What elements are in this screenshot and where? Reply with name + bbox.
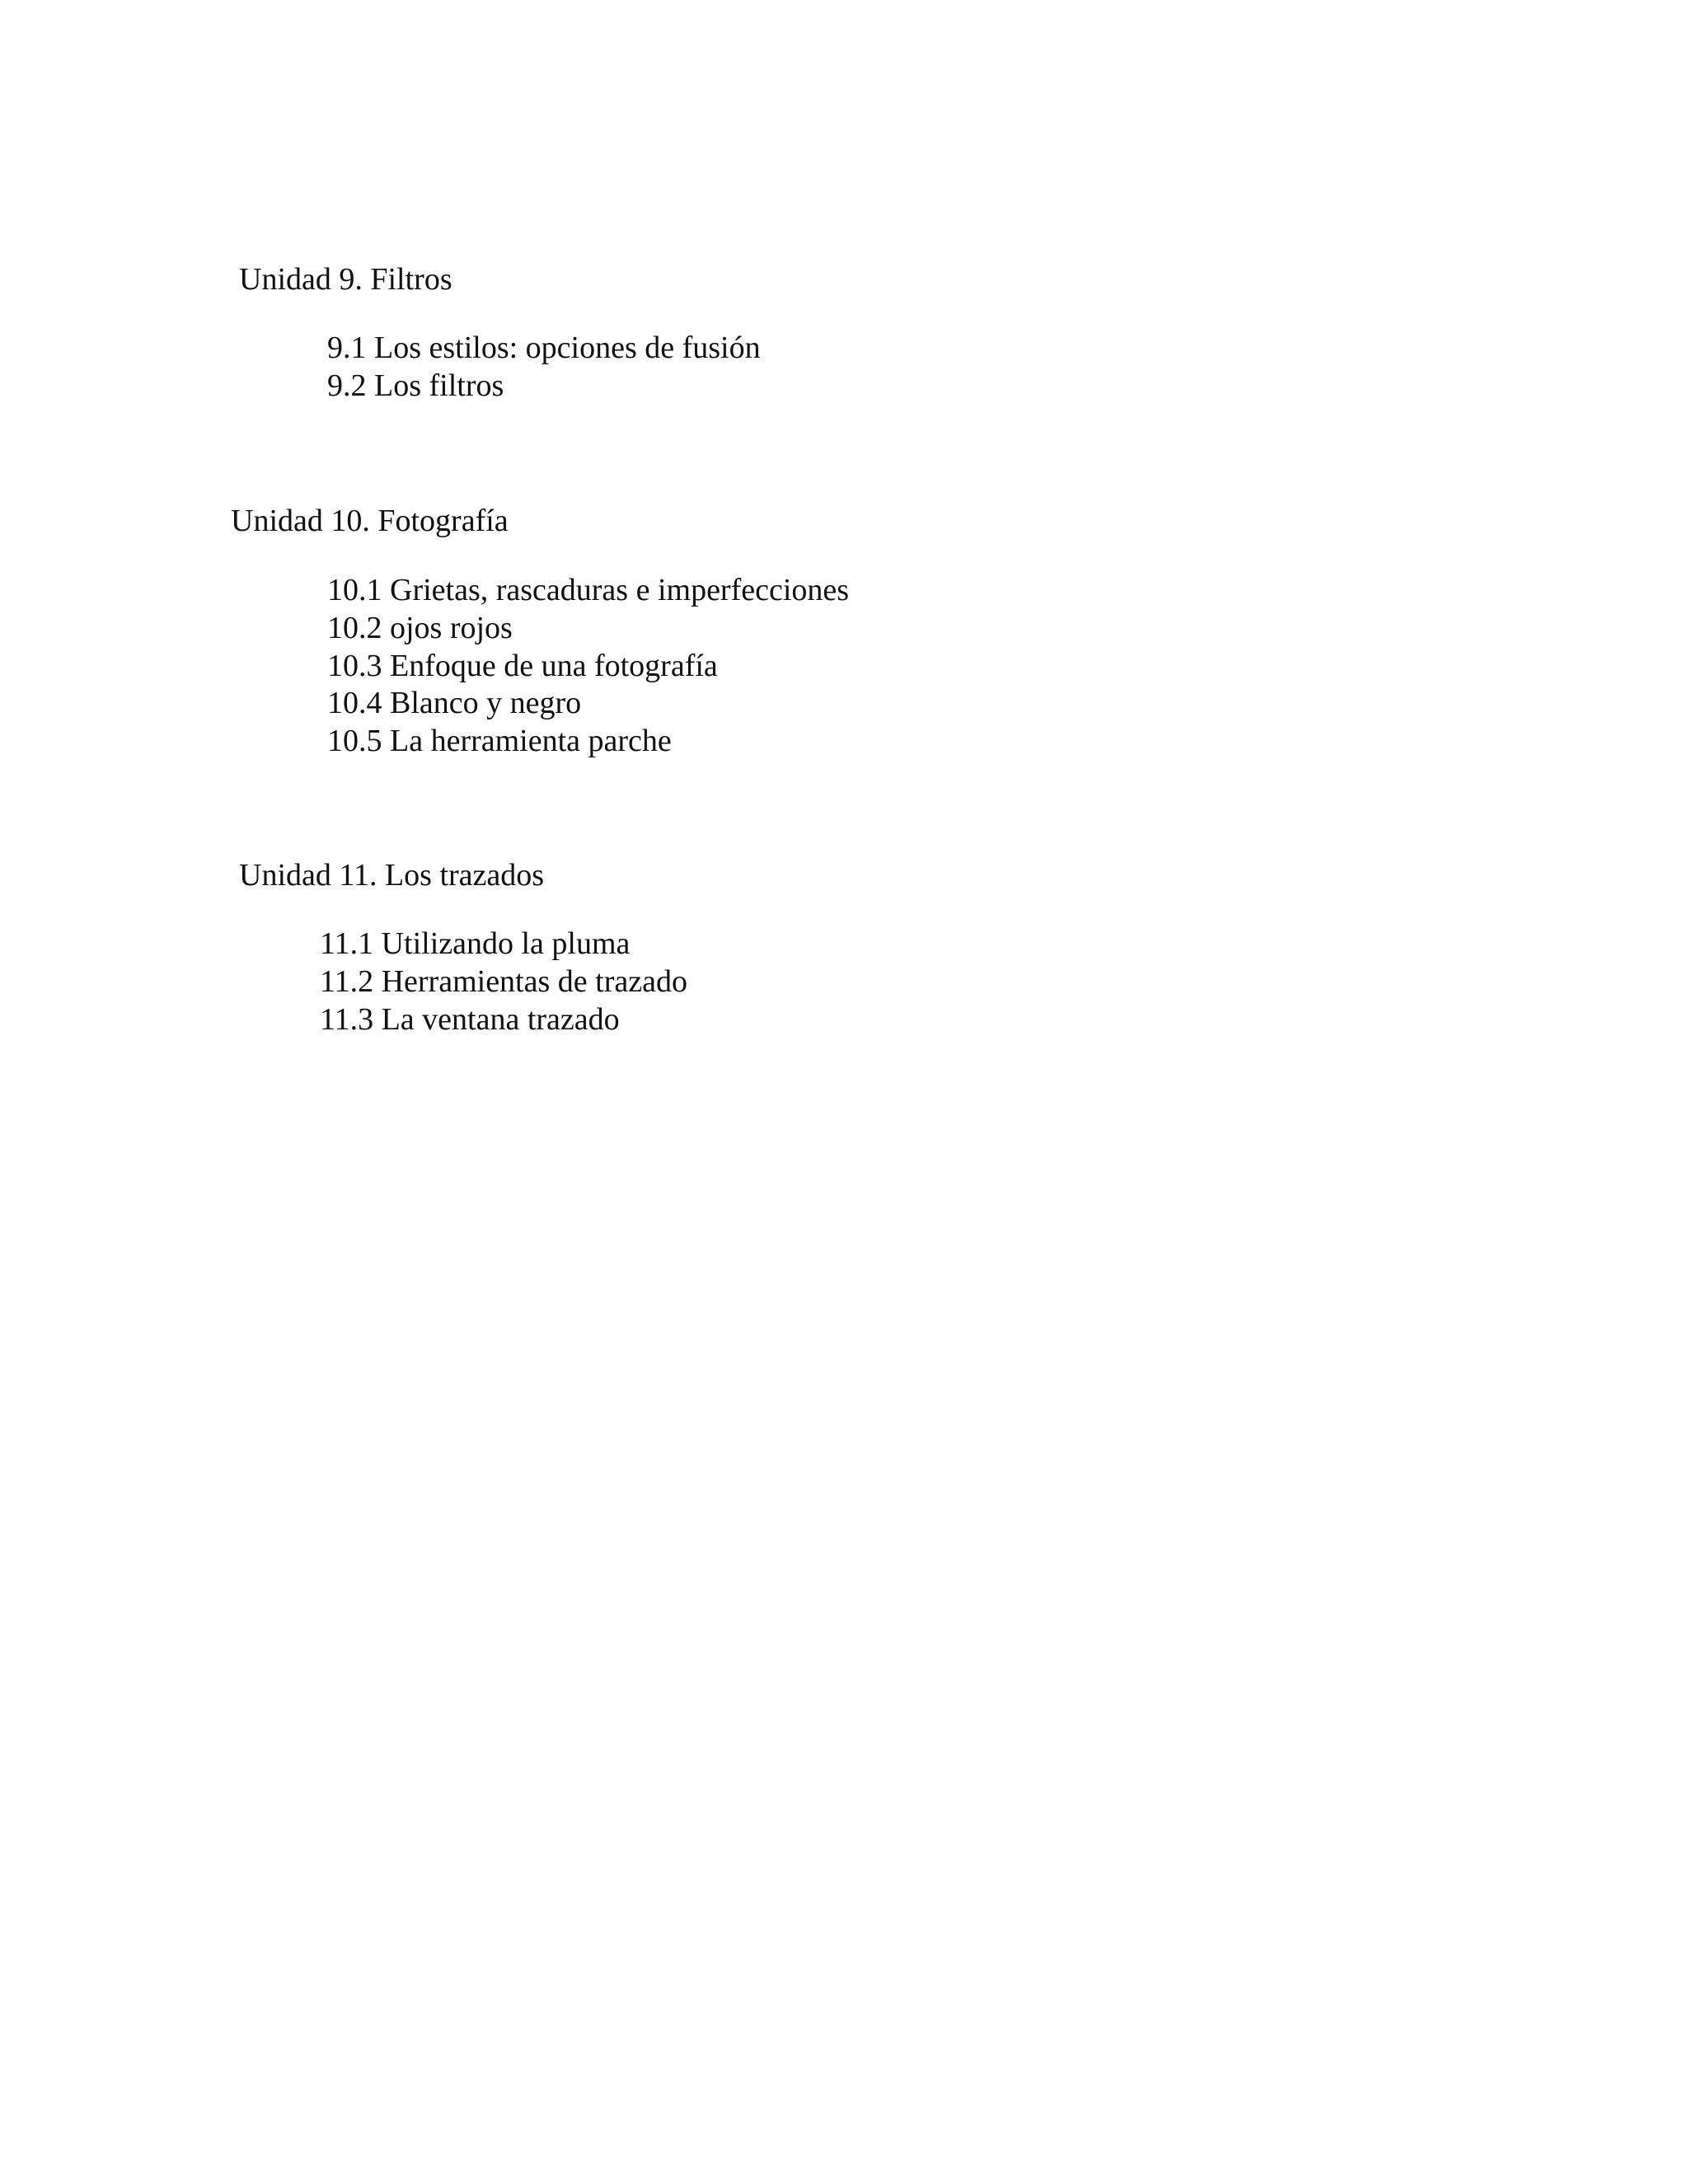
unit-heading: Unidad 9. Filtros — [239, 262, 452, 297]
topic-item: 9.2 Los filtros — [327, 368, 504, 403]
topic-item: 10.4 Blanco y negro — [327, 686, 582, 720]
topic-item: 10.3 Enfoque de una fotografía — [327, 649, 718, 683]
topic-item: 11.1 Utilizando la pluma — [320, 926, 631, 961]
topic-item: 11.2 Herramientas de trazado — [320, 964, 687, 999]
topic-item: 11.3 La ventana trazado — [320, 1002, 620, 1037]
topic-item: 10.5 La herramienta parche — [327, 724, 672, 758]
topic-item: 9.1 Los estilos: opciones de fusión — [327, 330, 761, 365]
topic-item: 10.2 ojos rojos — [327, 611, 513, 645]
unit-heading: Unidad 10. Fotografía — [231, 504, 509, 538]
unit-heading: Unidad 11. Los trazados — [239, 858, 545, 893]
topic-item: 10.1 Grietas, rascaduras e imperfecciones — [327, 573, 850, 607]
